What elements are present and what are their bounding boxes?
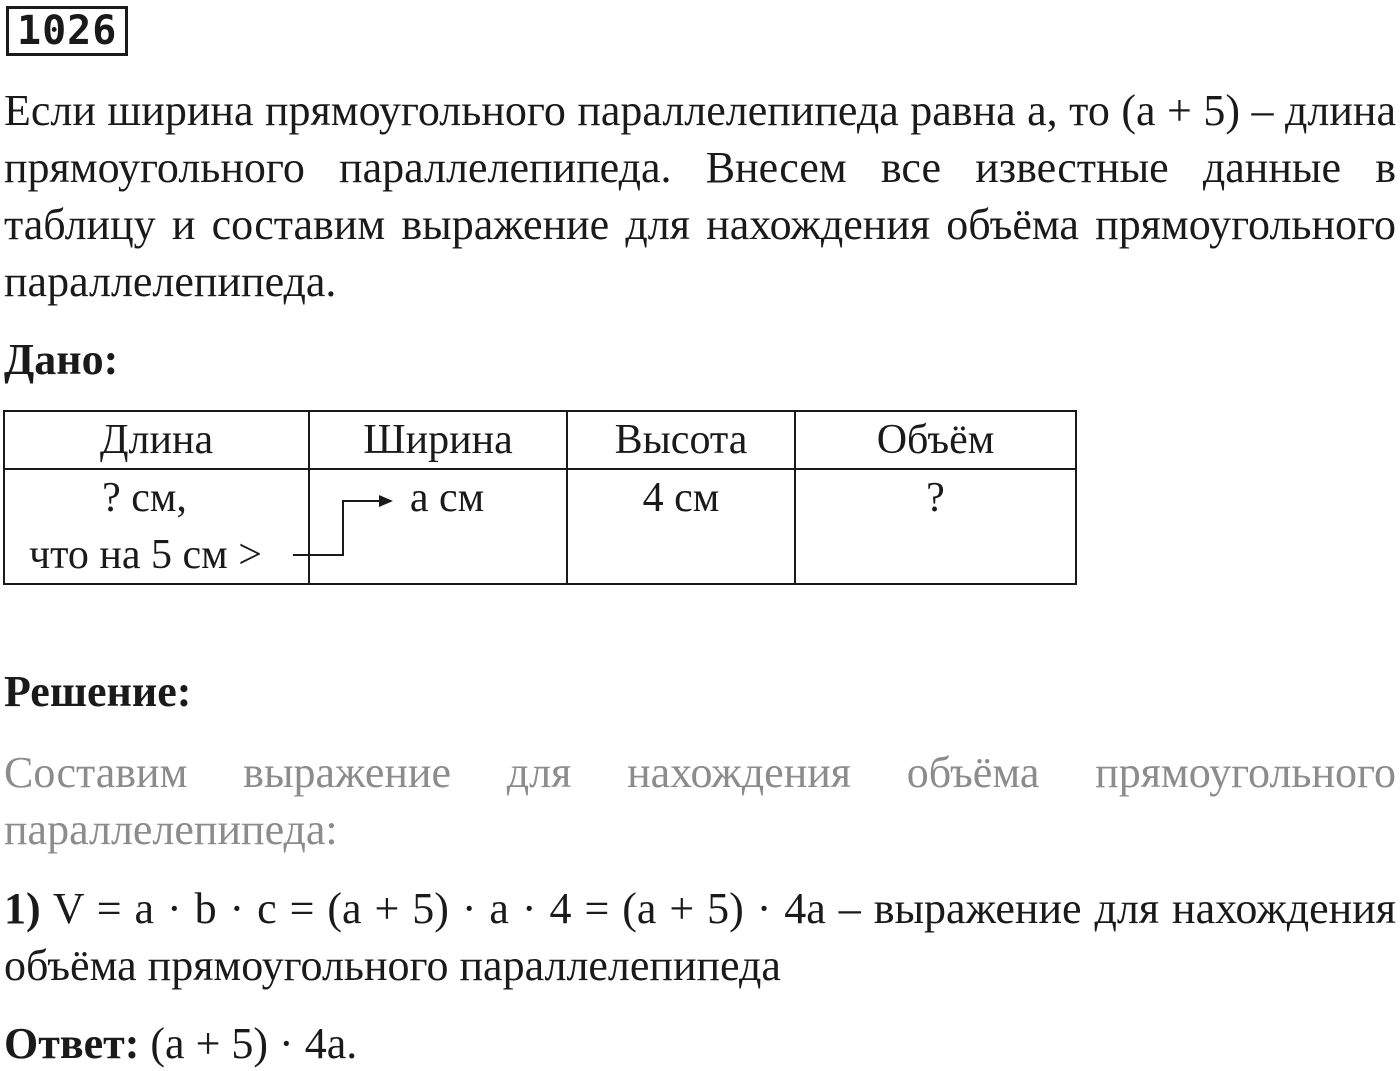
length-value: ? см, (102, 475, 187, 521)
answer-label: Ответ: (4, 1019, 140, 1068)
problem-number: 1026 (6, 6, 128, 56)
header-volume: Объём (795, 411, 1076, 469)
table-header-row (4, 411, 1076, 469)
given-table (3, 410, 1077, 585)
cell-length (4, 469, 309, 584)
volume-value: ? (926, 475, 945, 521)
cell-height (567, 469, 795, 584)
solution-intro: Составим выражение для нахождения объёма прямоугольного параллелепипеда: (4, 748, 1396, 854)
relation-arrow-icon (285, 485, 395, 565)
height-value: 4 см (642, 475, 720, 521)
header-width: Ширина (309, 411, 567, 469)
header-height: Высота (567, 411, 795, 469)
length-relation: что на 5 см > (29, 532, 262, 578)
step-text: V = a · b · c = (a + 5) · a · 4 = (a + 5) · 4a – выражение для нахождения объёма прямоугольного параллелепипеда (4, 884, 1396, 990)
cell-volume (795, 469, 1076, 584)
header-length: Длина (4, 411, 309, 469)
table-row (4, 469, 1076, 584)
step-number: 1) (4, 884, 41, 933)
problem-statement: Если ширина прямоугольного параллелепипеда равна a, то (a + 5) – длина прямоугольного параллелепипеда. Внесем все известные данные в таблицу и составим выражение для нахождения объёма прямоугольного параллелепипеда. (4, 86, 1396, 306)
answer (4, 1018, 357, 1070)
answer-value: (a + 5) · 4a. (150, 1019, 358, 1068)
solution-step (4, 880, 1396, 994)
width-value: a см (409, 475, 485, 521)
given-heading: Дано: (4, 335, 119, 384)
solution-heading: Решение: (4, 667, 192, 716)
